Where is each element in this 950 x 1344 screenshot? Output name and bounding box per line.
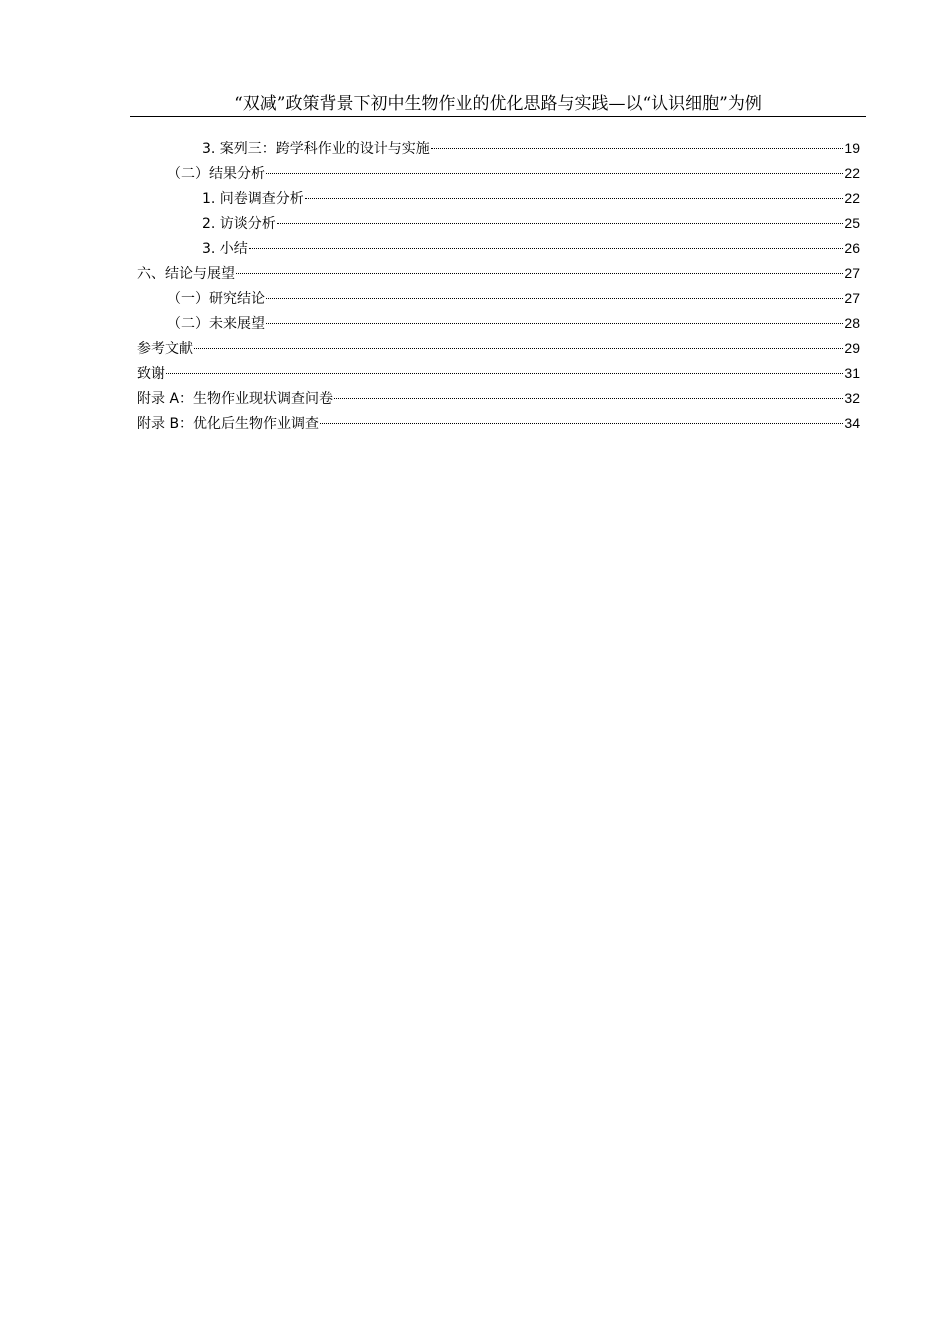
- toc-entry-future-outlook[interactable]: [137, 311, 860, 336]
- toc-entry-references[interactable]: [137, 336, 860, 361]
- toc-entry-summary[interactable]: [137, 236, 860, 261]
- page-header: [130, 92, 866, 117]
- toc-page-number: 25: [844, 215, 860, 231]
- toc-page-number: 32: [844, 390, 860, 406]
- toc-entry-appendix-b[interactable]: [137, 411, 860, 436]
- toc-entry-conclusion-outlook[interactable]: [137, 261, 860, 286]
- toc-entry-acknowledgements[interactable]: [137, 361, 860, 386]
- toc-dot-leader: [166, 373, 843, 374]
- toc-dot-leader: [277, 223, 844, 224]
- toc-page-number: 34: [844, 415, 860, 431]
- toc-page-number: 31: [844, 365, 860, 381]
- toc-page-number: 29: [844, 340, 860, 356]
- toc-entry-label: 2. 访谈分析: [202, 216, 276, 232]
- document-title: “双减”政策背景下初中生物作业的优化思路与实践—以“认识细胞”为例: [234, 94, 762, 114]
- toc-entry-label: （二）未来展望: [167, 316, 265, 332]
- toc-page-number: 27: [844, 265, 860, 281]
- toc-entry-interview-analysis[interactable]: [137, 211, 860, 236]
- toc-dot-leader: [305, 198, 844, 199]
- toc-entry-research-conclusion[interactable]: [137, 286, 860, 311]
- toc-entry-label: 3. 案列三：跨学科作业的设计与实施: [202, 141, 430, 157]
- toc-entry-label: 致谢: [137, 366, 165, 382]
- toc-page-number: 27: [844, 290, 860, 306]
- toc-dot-leader: [249, 248, 844, 249]
- toc-page-number: 19: [844, 140, 860, 156]
- toc-entry-results-analysis[interactable]: [137, 161, 860, 186]
- toc-entry-label: 六、结论与展望: [137, 266, 235, 282]
- toc-dot-leader: [236, 273, 843, 274]
- toc-entry-label: 参考文献: [137, 341, 193, 357]
- toc-dot-leader: [266, 173, 843, 174]
- toc-dot-leader: [266, 323, 843, 324]
- toc-entry-questionnaire-analysis[interactable]: [137, 186, 860, 211]
- toc-dot-leader: [320, 423, 843, 424]
- toc-entry-label: 3. 小结: [202, 241, 248, 257]
- toc-entry-label: （二）结果分析: [167, 166, 265, 182]
- toc-page-number: 22: [844, 190, 860, 206]
- toc-dot-leader: [194, 348, 843, 349]
- toc-entry-appendix-a[interactable]: [137, 386, 860, 411]
- toc-entry-label: 1. 问卷调查分析: [202, 191, 304, 207]
- toc-page-number: 22: [844, 165, 860, 181]
- toc-entry-case-three[interactable]: [137, 136, 860, 161]
- table-of-contents: [137, 136, 860, 436]
- toc-dot-leader: [431, 148, 844, 149]
- toc-page-number: 26: [844, 240, 860, 256]
- toc-dot-leader: [266, 298, 843, 299]
- toc-entry-label: 附录 B：优化后生物作业调查: [137, 416, 320, 432]
- toc-entry-label: 附录 A：生物作业现状调查问卷: [137, 391, 334, 407]
- toc-entry-label: （一）研究结论: [167, 291, 265, 307]
- toc-dot-leader: [334, 398, 843, 399]
- toc-page-number: 28: [844, 315, 860, 331]
